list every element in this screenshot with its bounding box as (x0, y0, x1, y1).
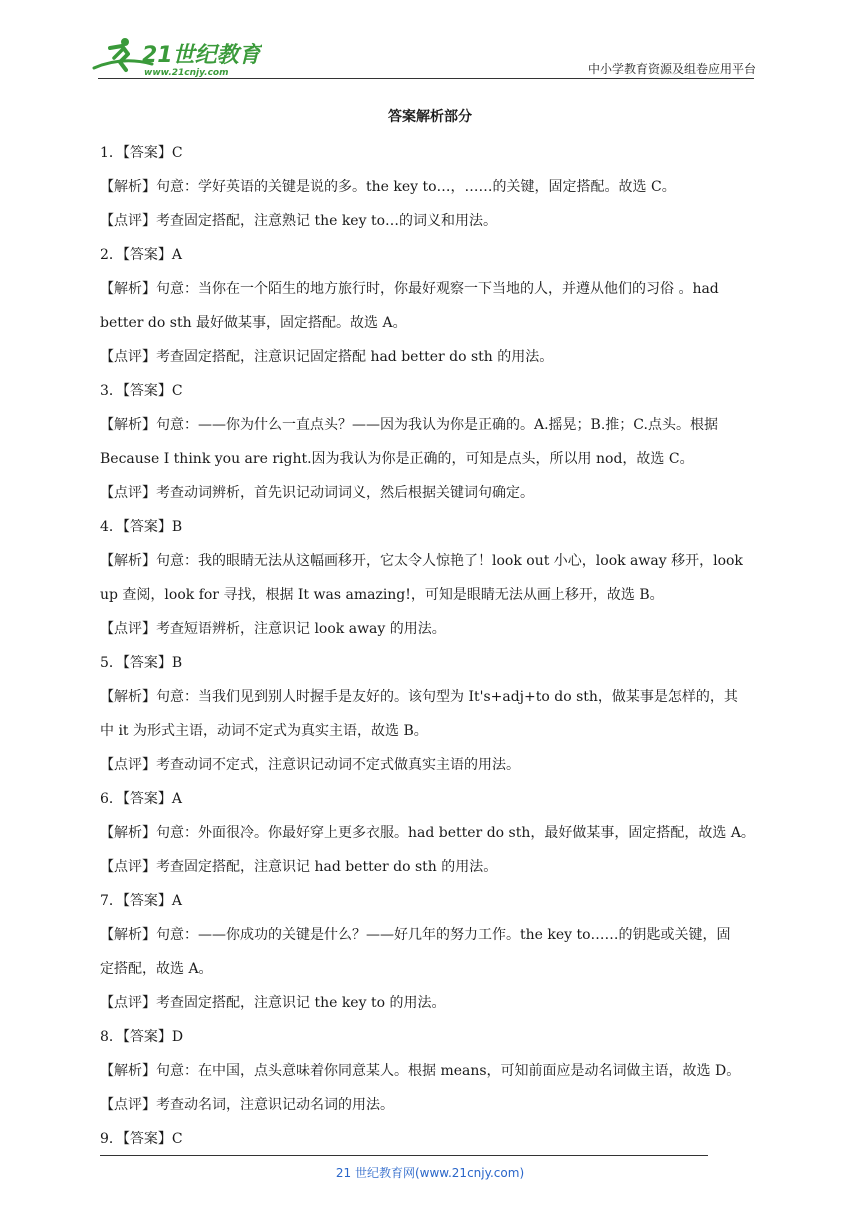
runner-logo-icon (92, 34, 262, 80)
content-line: 【解析】句意：当我们见到别人时握手是友好的。该句型为 It's+adj+to do sth，做某事是怎样的，其 (100, 689, 738, 705)
platform-name: 中小学教育资源及组卷应用平台 (587, 62, 756, 76)
content-line: 6．【答案】A (100, 791, 183, 807)
logo (92, 34, 262, 80)
content-line: 【点评】考查固定搭配，注意识记 the key to 的用法。 (100, 995, 446, 1011)
content-line: 【点评】考查短语辨析，注意识记 look away 的用法。 (100, 621, 446, 637)
content-line: 【解析】句意：学好英语的关键是说的多。the key to…，……的关键，固定搭配。故选 C。 (100, 179, 676, 195)
header-divider (98, 78, 754, 79)
content-line: Because I think you are right.因为我认为你是正确的，可知是点头，所以用 nod，故选 C。 (100, 451, 694, 467)
content-line: 5．【答案】B (100, 655, 183, 671)
content-line: 7．【答案】A (100, 893, 183, 909)
content-line: 【解析】句意：——你成功的关键是什么？——好几年的努力工作。the key to……的钥匙或关键，固 (100, 927, 731, 943)
content-line: 3．【答案】C (100, 383, 183, 399)
content-line: 9．【答案】C (100, 1131, 183, 1147)
content-line: 【解析】句意：在中国，点头意味着你同意某人。根据 means，可知前面应是动名词做主语，故选 D。 (100, 1063, 741, 1079)
logo-main-text: 21世纪教育 (142, 43, 261, 68)
content-line: 定搭配，故选 A。 (100, 961, 213, 977)
content-line: 【点评】考查固定搭配，注意熟记 the key to…的词义和用法。 (100, 213, 498, 229)
content-line: 中 it 为形式主语，动词不定式为真实主语，故选 B。 (100, 723, 428, 739)
content-line: 【解析】句意：外面很冷。你最好穿上更多衣服。had better do sth，最好做某事，固定搭配，故选 A。 (100, 825, 755, 841)
content-line: 【点评】考查动词辨析，首先识记动词词义，然后根据关键词句确定。 (100, 485, 534, 501)
content-line: 【点评】考查固定搭配，注意识记固定搭配 had better do sth 的用法。 (100, 349, 554, 365)
content-line: 8．【答案】D (100, 1029, 184, 1045)
content-line: 【解析】句意：——你为什么一直点头？——因为我认为你是正确的。A.摇晃；B.推；C.点头。根据 (100, 417, 718, 433)
content-line: 【解析】句意：我的眼睛无法从这幅画移开，它太令人惊艳了！look out 小心，look away 移开，look (100, 553, 743, 569)
answer-content (100, 136, 762, 1156)
content-line: better do sth 最好做某事，固定搭配。故选 A。 (100, 315, 407, 331)
footer-divider (100, 1155, 708, 1156)
page-header (0, 0, 860, 90)
logo-url-text: www.21cnjy.com (144, 68, 229, 78)
content-line: up 查阅，look for 寻找，根据 It was amazing!，可知是眼睛无法从画上移开，故选 B。 (100, 587, 664, 603)
footer-link[interactable]: 21 世纪教育网(www.21cnjy.com) (335, 1166, 525, 1180)
content-line: 1．【答案】C (100, 145, 183, 161)
content-line: 【点评】考查固定搭配，注意识记 had better do sth 的用法。 (100, 859, 498, 875)
content-line: 【点评】考查动名词，注意识记动名词的用法。 (100, 1097, 394, 1113)
content-line: 【解析】句意：当你在一个陌生的地方旅行时，你最好观察一下当地的人，并遵从他们的习俗 。had (100, 281, 719, 297)
content-line: 2．【答案】A (100, 247, 183, 263)
content-line: 【点评】考查动词不定式，注意识记动词不定式做真实主语的用法。 (100, 757, 520, 773)
content-line: 4．【答案】B (100, 519, 183, 535)
section-title: 答案解析部分 (388, 109, 472, 125)
